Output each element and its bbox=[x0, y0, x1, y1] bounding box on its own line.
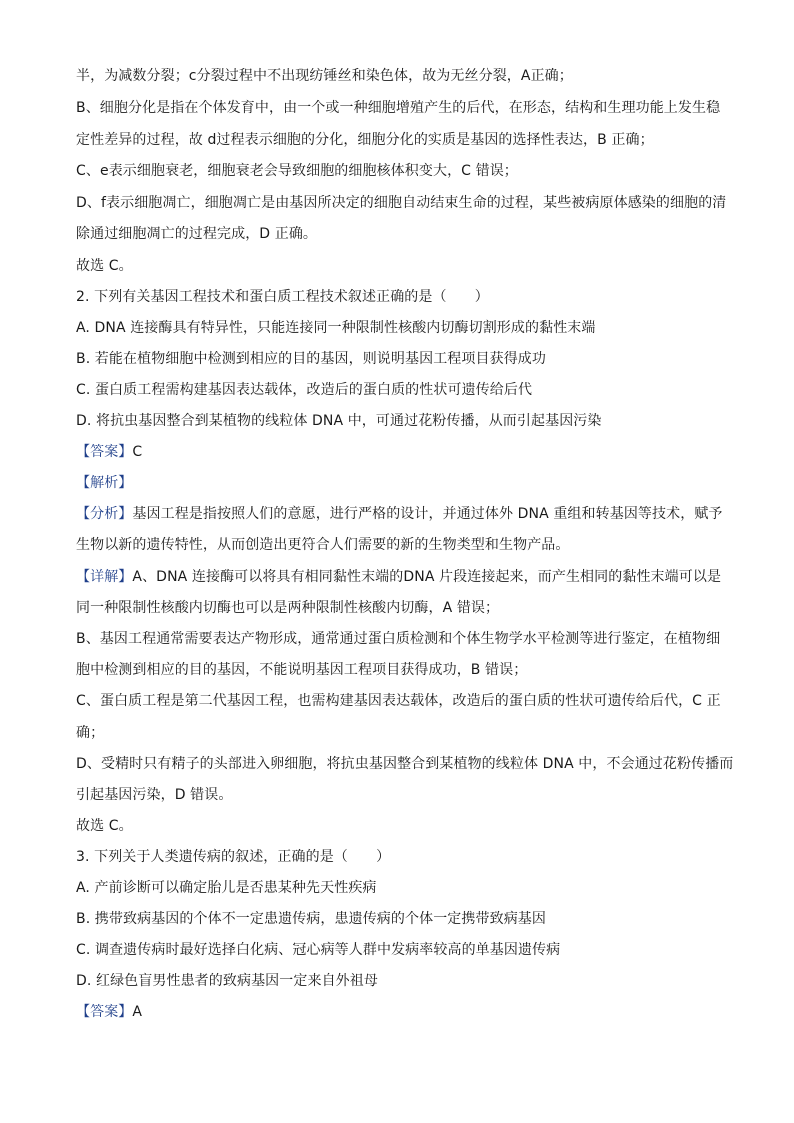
text-line: C、蛋白质工程是第二代基因工程，也需构建基因表达载体，改造后的蛋白质的性状可遗传给后代，C 正 bbox=[76, 693, 721, 709]
question-stem: 2. 下列有关基因工程技术和蛋白质工程技术叙述正确的是（ ） bbox=[76, 289, 489, 305]
text-line: 确； bbox=[76, 725, 105, 741]
text-line: 故选 C。 bbox=[76, 258, 133, 274]
option-d: D. 红绿色盲男性患者的致病基因一定来自外祖母 bbox=[76, 973, 378, 989]
analysis-heading bbox=[76, 473, 132, 493]
text-line: B、基因工程通常需要表达产物形成，通常通过蛋白质检测和个体生物学水平检测等进行鉴定，在植物细 bbox=[76, 631, 721, 647]
option-c: C. 调查遗传病时最好选择白化病、冠心病等人群中发病率较高的单基因遗传病 bbox=[76, 942, 561, 958]
option-d: D. 将抗虫基因整合到某植物的线粒体 DNA 中，可通过花粉传播，从而引起基因污染 bbox=[76, 413, 602, 429]
text-line: 生物以新的遗传特性，从而创造出更符合人们需要的新的生物类型和生物产品。 bbox=[76, 537, 570, 553]
answer-line: 【答案】C bbox=[76, 444, 143, 460]
analysis-tag: 【解析】 bbox=[76, 475, 133, 491]
text-line: D、受精时只有精子的头部进入卵细胞，将抗虫基因整合到某植物的线粒体 DNA 中，不会通过花粉传播而 bbox=[76, 756, 734, 772]
text-line: 引起基因污染，D 错误。 bbox=[76, 787, 233, 803]
answer-tag: 【答案】 bbox=[76, 1004, 133, 1020]
text-line: 【详解】A、DNA 连接酶可以将具有相同黏性末端的DNA 片段连接起来，而产生相同的黏性末端可以是 bbox=[76, 569, 722, 585]
text-line: 胞中检测到相应的目的基因，不能说明基因工程项目获得成功，B 错误； bbox=[76, 662, 528, 678]
option-a: A. DNA 连接酶具有特异性，只能连接同一种限制性核酸内切酶切割形成的黏性末端 bbox=[76, 320, 596, 336]
option-c: C. 蛋白质工程需构建基因表达载体，改造后的蛋白质的性状可遗传给后代 bbox=[76, 382, 533, 398]
text-line: 【分析】基因工程是指按照人们的意愿，进行严格的设计，并通过体外 DNA 重组和转基因等技术，赋予 bbox=[76, 506, 723, 522]
detail-tag: 【详解】 bbox=[76, 569, 133, 585]
question-stem: 3. 下列关于人类遗传病的叙述，正确的是（ ） bbox=[76, 849, 391, 865]
text-line: 除通过细胞凋亡的过程完成，D 正确。 bbox=[76, 226, 318, 242]
text-line: C、e表示细胞衰老，细胞衰老会导致细胞的细胞核体积变大，C 错误； bbox=[76, 163, 518, 179]
text-line: 半，为减数分裂；c分裂过程中不出现纺锤丝和染色体，故为无丝分裂，A正确； bbox=[76, 68, 573, 84]
text-line: B、细胞分化是指在个体发育中，由一个或一种细胞增殖产生的后代，在形态，结构和生理功能上发生稳 bbox=[76, 100, 721, 116]
fenxi-tag: 【分析】 bbox=[76, 506, 133, 522]
answer-line: 【答案】A bbox=[76, 1004, 143, 1020]
text-line: D、f表示细胞凋亡，细胞凋亡是由基因所决定的细胞自动结束生命的过程，某些被病原体感染的细胞的清 bbox=[76, 195, 727, 211]
text-line: 定性差异的过程，故 d过程表示细胞的分化，细胞分化的实质是基因的选择性表达，B 正确； bbox=[76, 132, 654, 148]
answer-tag: 【答案】 bbox=[76, 444, 133, 460]
text-line: 故选 C。 bbox=[76, 818, 133, 834]
text-line: 同一种限制性核酸内切酶也可以是两种限制性核酸内切酶，A 错误； bbox=[76, 600, 500, 616]
option-b: B. 若能在植物细胞中检测到相应的目的基因，则说明基因工程项目获得成功 bbox=[76, 351, 547, 367]
option-a: A. 产前诊断可以确定胎儿是否患某种先天性疾病 bbox=[76, 880, 377, 896]
option-b: B. 携带致病基因的个体不一定患遗传病，患遗传病的个体一定携带致病基因 bbox=[76, 911, 547, 927]
